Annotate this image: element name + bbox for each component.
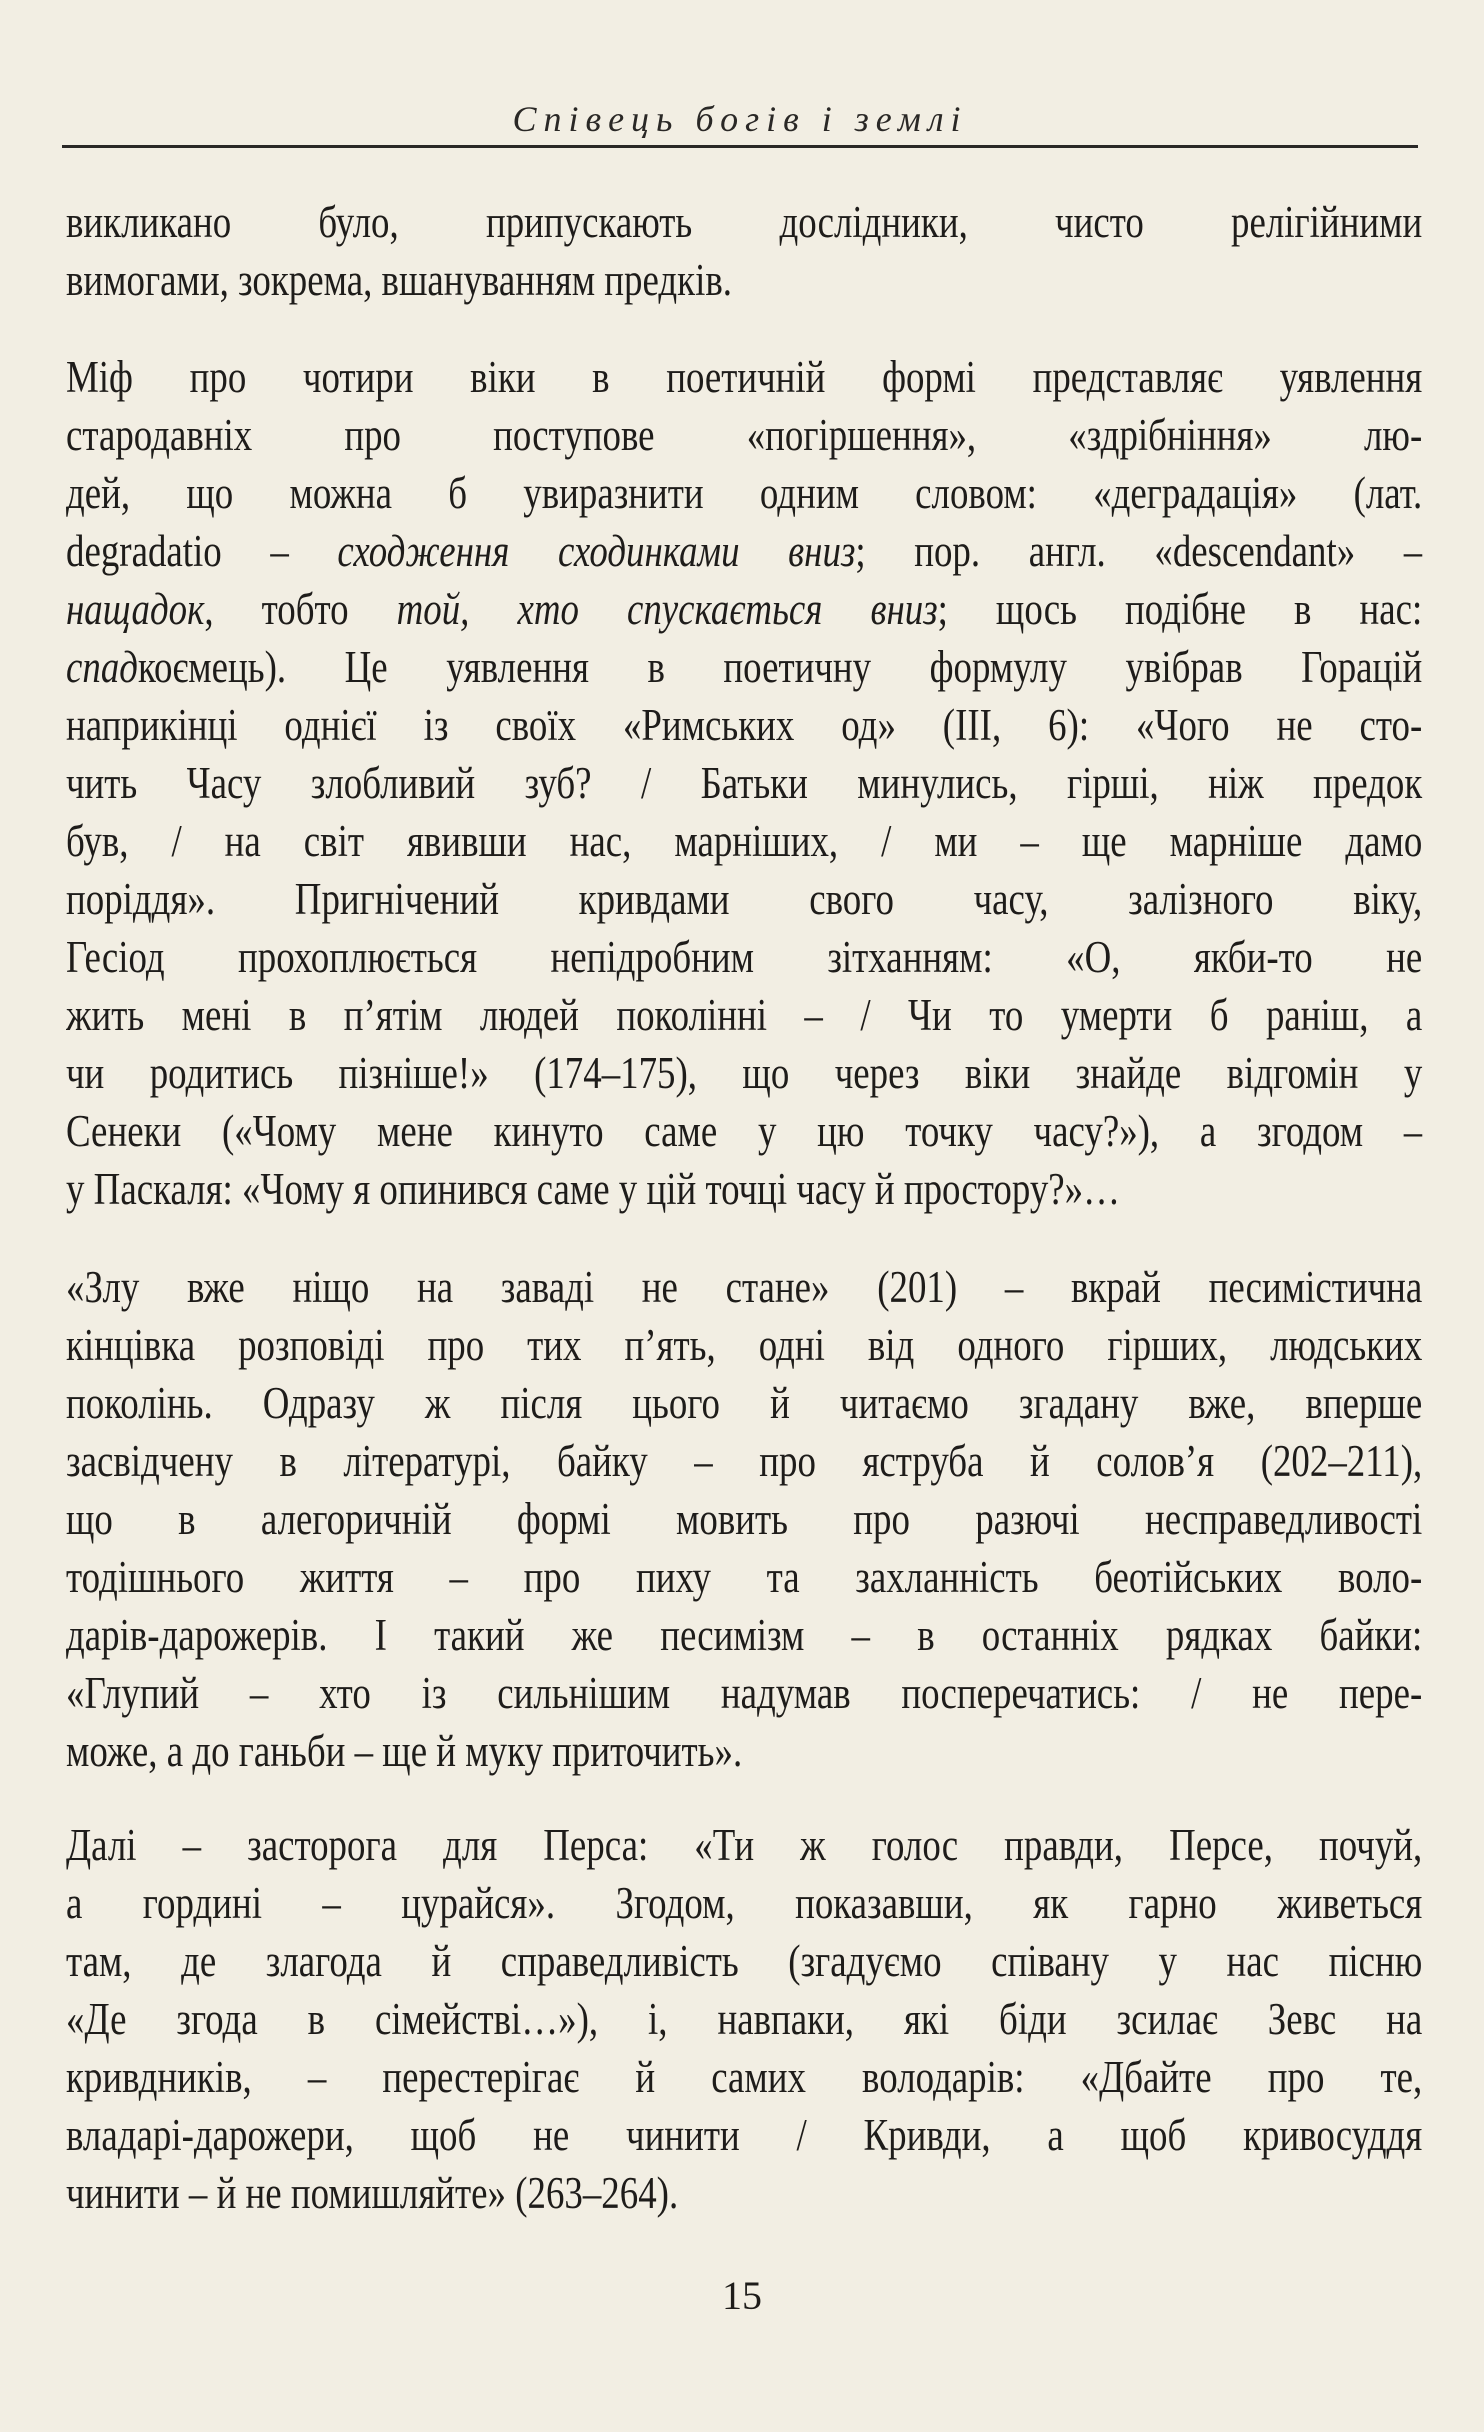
- text-run: чинити – й не помишляйте» (263–264).: [66, 2168, 679, 2218]
- text-run: Сенеки («Чому мене кинуто саме у цю точку часу?»), а згодом –: [66, 1106, 1423, 1156]
- text-line: [66, 1548, 1422, 1606]
- text-line: [66, 2106, 1422, 2164]
- text-line: [66, 193, 1422, 251]
- text-line: [66, 1374, 1422, 1432]
- text-line: [66, 812, 1422, 870]
- text-run: а гордині – цурайся». Згодом, показавши, як гарно живеться: [66, 1878, 1423, 1928]
- text-run: ; пор. англ. «descendant» –: [855, 526, 1423, 576]
- paragraph-1: [66, 193, 1484, 309]
- header-rule: [62, 145, 1418, 148]
- text-line: [66, 348, 1422, 406]
- text-run: дей, що можна б увиразнити одним словом: «деградація» (лат.: [66, 468, 1423, 518]
- text-line: [66, 638, 1422, 696]
- text-run: жить мені в п’ятім людей поколінні – / Чи то умерти б раніш, а: [66, 990, 1423, 1040]
- text-run: у Паскаля: «Чому я опинився саме у цій точці часу й простору?»…: [66, 1164, 1121, 1214]
- running-head: Співець богів і землі: [512, 99, 968, 139]
- text-line: [66, 1490, 1422, 1548]
- text-line: [66, 986, 1422, 1044]
- text-run: чи родитись пізніше!» (174–175), що через віки знайде відгомін у: [66, 1048, 1423, 1098]
- text-run: був, / на світ явивши нас, марніших, / ми – ще марніше дамо: [66, 816, 1423, 866]
- text-line: [66, 754, 1422, 812]
- paragraph-3: [66, 1258, 1484, 1780]
- text-run: що в алегоричній формі мовить про разючі несправедливості: [66, 1494, 1423, 1544]
- text-line: [66, 1816, 1422, 1874]
- page-number: 15: [722, 2273, 762, 2318]
- text-run: засвідчену в літературі, байку – про яструба й солов’я (202–211),: [66, 1436, 1423, 1486]
- text-run: може, а до ганьби – ще й муку приточить».: [66, 1726, 743, 1776]
- text-line: [66, 1432, 1422, 1490]
- text-run: кінцівка розповіді про тих п’ять, одні від одного гірших, людських: [66, 1320, 1423, 1370]
- text-line: [66, 1990, 1422, 2048]
- paragraph-4: [66, 1816, 1484, 2222]
- text-run: стародавніх про поступове «погіршення», «здрібніння» лю-: [66, 410, 1423, 460]
- text-run: поколінь. Одразу ж після цього й читаємо згадану вже, вперше: [66, 1378, 1423, 1428]
- text-run: дарів-дарожерів. І такий же песимізм – в останніх рядках байки:: [66, 1610, 1423, 1660]
- text-line: [66, 1606, 1422, 1664]
- text-run: «Злу вже ніщо на заваді не стане» (201) – вкрай песимістична: [66, 1262, 1423, 1312]
- text-line: [66, 1044, 1422, 1102]
- text-line: [66, 1160, 1422, 1218]
- text-line: [66, 1316, 1422, 1374]
- text-run: владарі-дарожери, щоб не чинити / Кривди, а щоб кривосуддя: [66, 2110, 1423, 2160]
- italic-text: сходження сходинками вниз: [337, 526, 856, 576]
- text-line: [66, 1102, 1422, 1160]
- text-run: коємець). Це уявлення в поетичну формулу увібрав Горацій: [137, 642, 1423, 692]
- text-line: [66, 696, 1422, 754]
- text-line: [66, 522, 1422, 580]
- text-run: Далі – засторога для Перса: «Ти ж голос правди, Персе, почуй,: [66, 1820, 1423, 1870]
- text-run: вимогами, зокрема, вшануванням предків.: [66, 255, 732, 305]
- text-line: [66, 928, 1422, 986]
- text-run: поріддя». Пригнічений кривдами свого часу, залізного віку,: [66, 874, 1423, 924]
- text-run: degradatio –: [66, 526, 338, 576]
- text-run: «Де згода в сімействі…»), і, навпаки, які біди зсилає Зевс на: [66, 1994, 1423, 2044]
- text-line: [66, 1932, 1422, 1990]
- text-run: там, де злагода й справедливість (згадуємо співану у нас пісню: [66, 1936, 1423, 1986]
- text-run: Міф про чотири віки в поетичній формі представляє уявлення: [66, 352, 1423, 402]
- text-line: [66, 580, 1422, 638]
- italic-text: нащадок: [66, 584, 205, 634]
- text-run: ; щось подібне в нас:: [937, 584, 1423, 634]
- text-line: [66, 1874, 1422, 1932]
- text-line: [66, 251, 1422, 309]
- italic-text: спад: [66, 642, 138, 692]
- text-line: [66, 1722, 1422, 1780]
- text-line: [66, 2164, 1422, 2222]
- text-run: викликано було, припускають дослідники, чисто релігійними: [66, 197, 1423, 247]
- text-line: [66, 1258, 1422, 1316]
- text-line: [66, 464, 1422, 522]
- text-run: кривдників, – перестерігає й самих володарів: «Дбайте про те,: [66, 2052, 1423, 2102]
- italic-text: той, хто спускається вниз: [396, 584, 938, 634]
- text-line: [66, 870, 1422, 928]
- text-run: , тобто: [204, 584, 397, 634]
- text-line: [66, 406, 1422, 464]
- paragraph-2: [66, 348, 1484, 1218]
- text-run: тодішнього життя – про пиху та захланність беотійських воло-: [66, 1552, 1423, 1602]
- text-run: наприкінці однієї із своїх «Римських од» (III, 6): «Чого не сто-: [66, 700, 1423, 750]
- text-line: [66, 2048, 1422, 2106]
- text-line: [66, 1664, 1422, 1722]
- text-run: чить Часу злобливий зуб? / Батьки минулись, гірші, ніж предок: [66, 758, 1423, 808]
- text-run: Гесіод прохоплюється непідробним зітханням: «О, якби-то не: [66, 932, 1423, 982]
- text-run: «Глупий – хто із сильнішим надумав посперечатись: / не пере-: [66, 1668, 1423, 1718]
